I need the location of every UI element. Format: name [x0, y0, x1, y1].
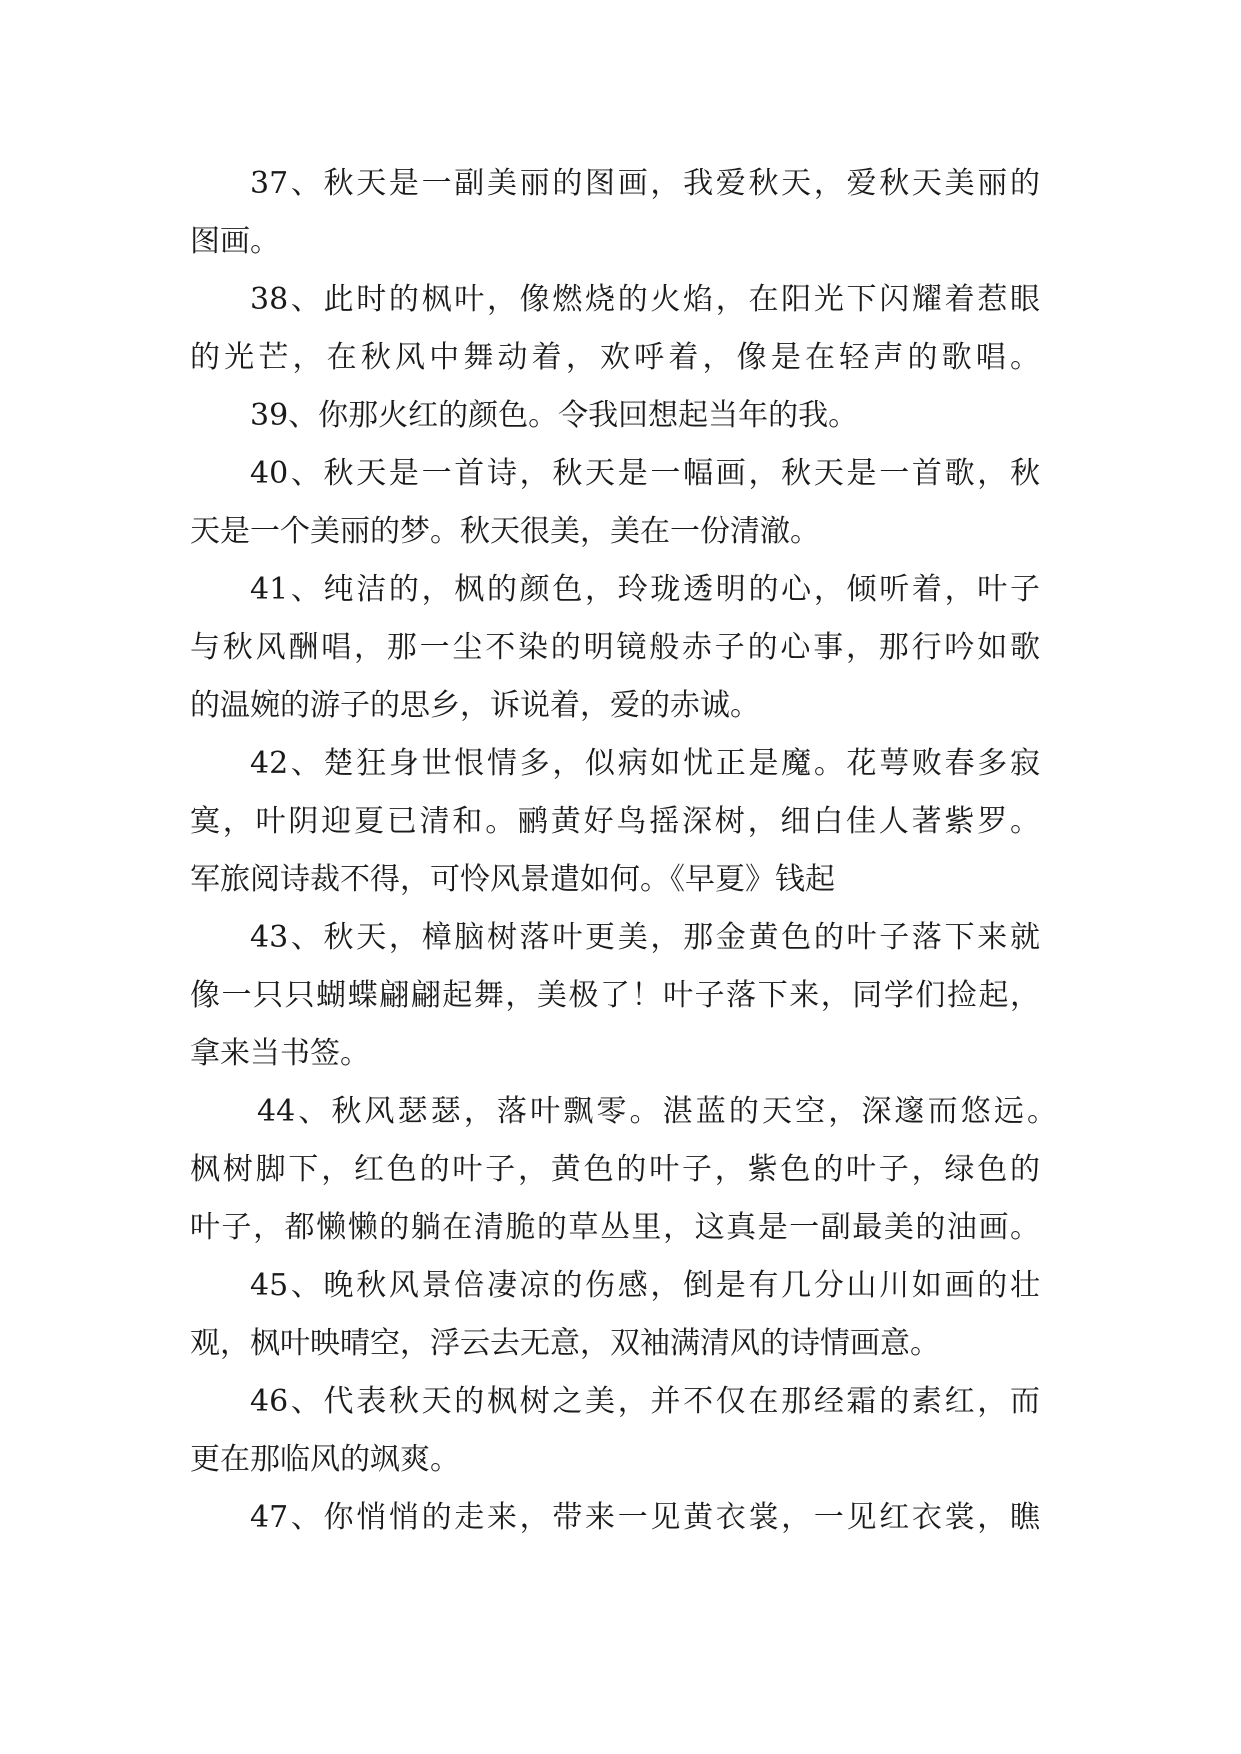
text-line: 寞，叶阴迎夏已清和。鹂黄好鸟摇深树，细白佳人著紫罗。 [190, 804, 1040, 839]
text-line: 叶子，都懒懒的躺在清脆的草丛里，这真是一副最美的油画。 [190, 1210, 1040, 1245]
text-line: 像一只只蝴蝶翩翩起舞，美极了！叶子落下来，同学们捡起， [190, 978, 1040, 1013]
text-line: 40、秋天是一首诗，秋天是一幅画，秋天是一首歌，秋 [250, 456, 1040, 491]
text-line: 军旅阅诗裁不得，可怜风景遣如何。《早夏》钱起 [190, 862, 835, 897]
text-line: 45、晚秋风景倍凄凉的伤感，倒是有几分山川如画的壮 [250, 1268, 1040, 1303]
text-line: 与秋风酬唱，那一尘不染的明镜般赤子的心事，那行吟如歌 [190, 630, 1040, 665]
text-line: 43、秋天，樟脑树落叶更美，那金黄色的叶子落下来就 [250, 920, 1040, 955]
text-line: 47、你悄悄的走来，带来一见黄衣裳，一见红衣裳，瞧 [250, 1500, 1040, 1535]
text-line: 拿来当书签。 [190, 1036, 370, 1071]
text-line: 的光芒，在秋风中舞动着，欢呼着，像是在轻声的歌唱。 [190, 340, 1040, 375]
text-line: 观，枫叶映晴空，浮云去无意，双袖满清风的诗情画意。 [190, 1326, 940, 1361]
text-line: 46、代表秋天的枫树之美，并不仅在那经霜的素红，而 [250, 1384, 1040, 1419]
text-line: 41、纯洁的，枫的颜色，玲珑透明的心，倾听着，叶子 [250, 572, 1040, 607]
text-line: 38、此时的枫叶，像燃烧的火焰，在阳光下闪耀着惹眼 [250, 282, 1040, 317]
text-line: 37、秋天是一副美丽的图画，我爱秋天，爱秋天美丽的 [250, 166, 1040, 201]
text-line: 39、你那火红的颜色。令我回想起当年的我。 [250, 398, 859, 433]
text-line: 图画。 [190, 224, 280, 259]
text-line: 44、秋风瑟瑟，落叶飘零。湛蓝的天空，深邃而悠远。 [257, 1094, 1057, 1129]
text-line: 枫树脚下，红色的叶子，黄色的叶子，紫色的叶子，绿色的 [190, 1152, 1040, 1187]
text-line: 更在那临风的飒爽。 [190, 1442, 460, 1477]
text-line: 天是一个美丽的梦。秋天很美，美在一份清澈。 [190, 514, 820, 549]
text-line: 42、楚狂身世恨情多，似病如忧正是魔。花萼败春多寂 [250, 746, 1040, 781]
text-line: 的温婉的游子的思乡，诉说着，爱的赤诚。 [190, 688, 760, 723]
